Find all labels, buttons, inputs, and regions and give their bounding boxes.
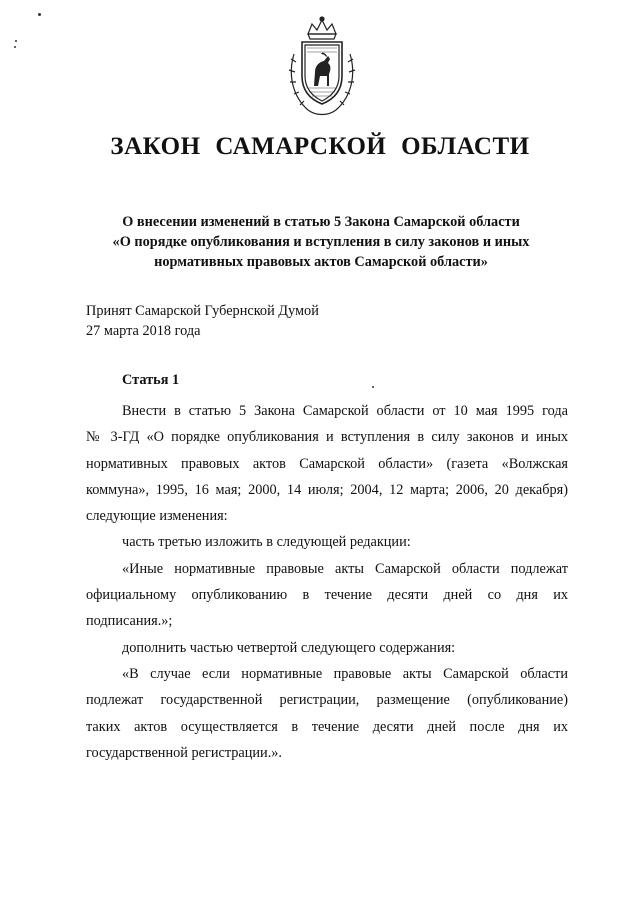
scan-speck — [15, 40, 17, 42]
paragraph-line: таких актов осуществляется в течение десяти дней после дня их — [86, 718, 568, 735]
paragraph-line: нормативных правовых актов Самарской области» (газета «Волжская — [86, 455, 568, 472]
paragraph-line: дополнить частью четвертой следующего содержания: — [122, 639, 456, 656]
paragraph — [86, 529, 568, 555]
paragraph-line: коммуна», 1995, 16 мая; 2000, 14 июля; 2004, 12 марта; 2006, 20 декабря) — [86, 481, 568, 498]
subtitle-line: нормативных правовых актов Самарской области» — [154, 254, 488, 270]
paragraph-line: «В случае если нормативные правовые акты Самарской области — [122, 665, 568, 682]
paragraph — [86, 398, 568, 529]
document-subtitle — [86, 212, 556, 272]
paragraph-line: государственной регистрации.». — [86, 744, 282, 761]
scan-speck — [14, 46, 16, 48]
adoption-date: 27 марта 2018 года — [86, 323, 201, 339]
paragraph-line: часть третью изложить в следующей редакции: — [122, 534, 411, 551]
document-title: ЗАКОН САМАРСКОЙ ОБЛАСТИ — [110, 133, 530, 160]
paragraph-line: официальному опубликованию в течение десяти дней со дня их — [86, 587, 568, 604]
scan-speck — [372, 386, 374, 388]
paragraph-line: следующие изменения: — [86, 508, 228, 525]
paragraph-line: № 3-ГД «О порядке опубликования и вступления в силу законов и иных — [86, 429, 568, 446]
article-heading: Статья 1 — [122, 372, 180, 388]
paragraph — [86, 635, 568, 661]
adoption-note — [86, 301, 319, 341]
quoted-paragraph — [86, 661, 568, 766]
article-body — [86, 398, 568, 766]
paragraph-line: подлежат государственной регистрации, размещение (опубликование) — [86, 692, 568, 709]
paragraph-line: «Иные нормативные правовые акты Самарской области подлежат — [122, 560, 568, 577]
subtitle-line: О внесении изменений в статью 5 Закона Самарской области — [122, 214, 520, 230]
samara-coat-of-arms-icon — [284, 14, 360, 118]
scan-speck — [38, 13, 41, 16]
paragraph-line: подписания.»; — [86, 613, 173, 630]
paragraph-line: Внести в статью 5 Закона Самарской области от 10 мая 1995 года — [122, 403, 568, 419]
quoted-paragraph — [86, 556, 568, 635]
subtitle-line: «О порядке опубликования и вступления в силу законов и иных — [112, 234, 530, 250]
adoption-body: Принят Самарской Губернской Думой — [86, 303, 319, 319]
